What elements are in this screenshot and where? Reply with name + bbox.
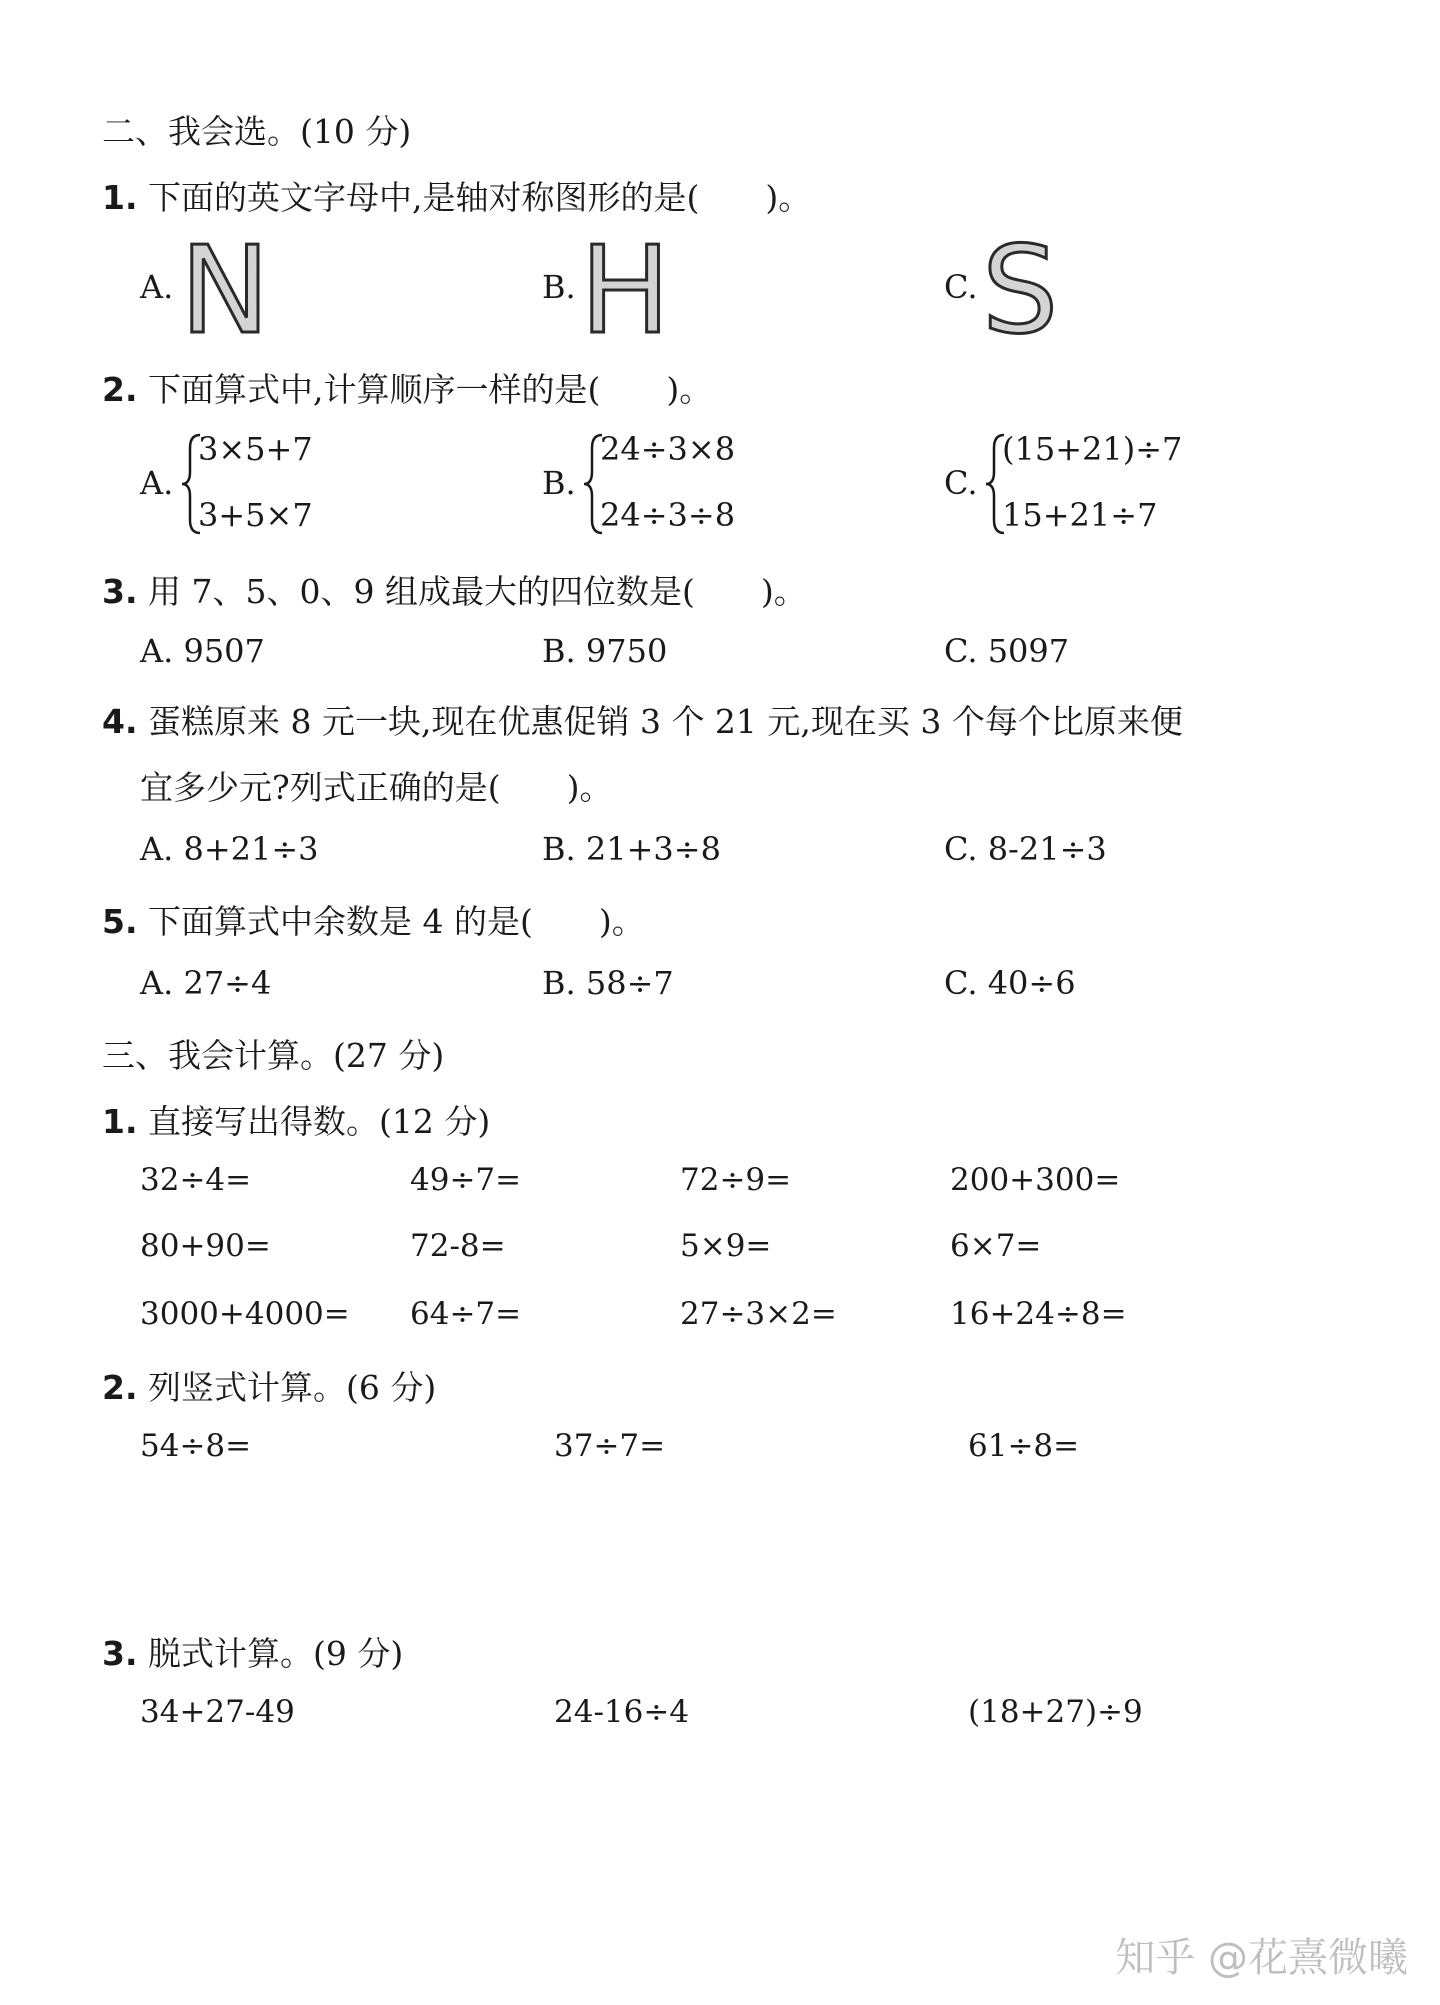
- calc-part-3: 3. 脱式计算。(9 分): [102, 1634, 404, 1673]
- vertical-calc-item: 37÷7=: [554, 1428, 666, 1464]
- q4-option-c: C. 8-21÷3: [944, 830, 1107, 868]
- mental-calc-item: 64÷7=: [410, 1296, 522, 1332]
- q2-b-line-1: 24÷3×8: [600, 430, 736, 468]
- q2-option-c-label: C.: [944, 464, 978, 502]
- q1-option-b-label: B.: [542, 268, 576, 306]
- q5-option-c: C. 40÷6: [944, 964, 1076, 1002]
- q3-option-c: C. 5097: [944, 632, 1070, 670]
- q5-option-a: A. 27÷4: [140, 964, 272, 1002]
- step-calc-item: (18+27)÷9: [968, 1694, 1143, 1730]
- q5-option-b: B. 58÷7: [542, 964, 674, 1002]
- q2-c-line-1: (15+21)÷7: [1002, 430, 1183, 468]
- q3-option-b: B. 9750: [542, 632, 668, 670]
- letter-h: H: [580, 222, 671, 361]
- q3-option-a: A. 9507: [140, 632, 265, 670]
- q4-option-b: B. 21+3÷8: [542, 830, 721, 868]
- mental-calc-item: 32÷4=: [140, 1162, 252, 1198]
- mental-calc-item: 27÷3×2=: [680, 1296, 837, 1332]
- section-3-title: 三、我会计算。(27 分): [102, 1036, 445, 1075]
- mental-calc-item: 16+24÷8=: [950, 1296, 1127, 1332]
- letter-s: S: [982, 222, 1059, 361]
- q2-c-line-2: 15+21÷7: [1002, 496, 1158, 534]
- mental-calc-item: 72-8=: [410, 1228, 506, 1264]
- q1-option-c-label: C.: [944, 268, 978, 306]
- q2-b-line-2: 24÷3÷8: [600, 496, 736, 534]
- q2-a-line-1: 3×5+7: [198, 430, 313, 468]
- q2-option-a-label: A.: [140, 464, 174, 502]
- question-4-line-2: 宜多少元?列式正确的是( )。: [140, 768, 613, 807]
- question-5: 5. 下面算式中余数是 4 的是( )。: [102, 902, 645, 941]
- step-calc-item: 24-16÷4: [554, 1694, 690, 1730]
- mental-calc-item: 80+90=: [140, 1228, 271, 1264]
- mental-calc-item: 3000+4000=: [140, 1296, 350, 1332]
- mental-calc-item: 6×7=: [950, 1228, 1042, 1264]
- q4-option-a: A. 8+21÷3: [140, 830, 319, 868]
- watermark: 知乎 @花熹微曦: [1115, 1935, 1408, 1981]
- mental-calc-item: 5×9=: [680, 1228, 772, 1264]
- question-3: 3. 用 7、5、0、9 组成最大的四位数是( )。: [102, 572, 807, 611]
- section-2-title: 二、我会选。(10 分): [102, 112, 412, 151]
- question-1: 1. 下面的英文字母中,是轴对称图形的是( )。: [102, 178, 812, 217]
- q2-option-b-label: B.: [542, 464, 576, 502]
- q2-a-line-2: 3+5×7: [198, 496, 313, 534]
- question-2: 2. 下面算式中,计算顺序一样的是( )。: [102, 370, 713, 409]
- mental-calc-item: 49÷7=: [410, 1162, 522, 1198]
- calc-part-1: 1. 直接写出得数。(12 分): [102, 1102, 491, 1141]
- calc-part-2: 2. 列竖式计算。(6 分): [102, 1368, 437, 1407]
- vertical-calc-item: 61÷8=: [968, 1428, 1080, 1464]
- question-4: 4. 蛋糕原来 8 元一块,现在优惠促销 3 个 21 元,现在买 3 个每个比原来便: [102, 702, 1183, 741]
- vertical-calc-item: 54÷8=: [140, 1428, 252, 1464]
- letter-n: N: [180, 222, 270, 361]
- q1-option-a-label: A.: [140, 268, 174, 306]
- mental-calc-item: 72÷9=: [680, 1162, 792, 1198]
- mental-calc-item: 200+300=: [950, 1162, 1121, 1198]
- step-calc-item: 34+27-49: [140, 1694, 295, 1730]
